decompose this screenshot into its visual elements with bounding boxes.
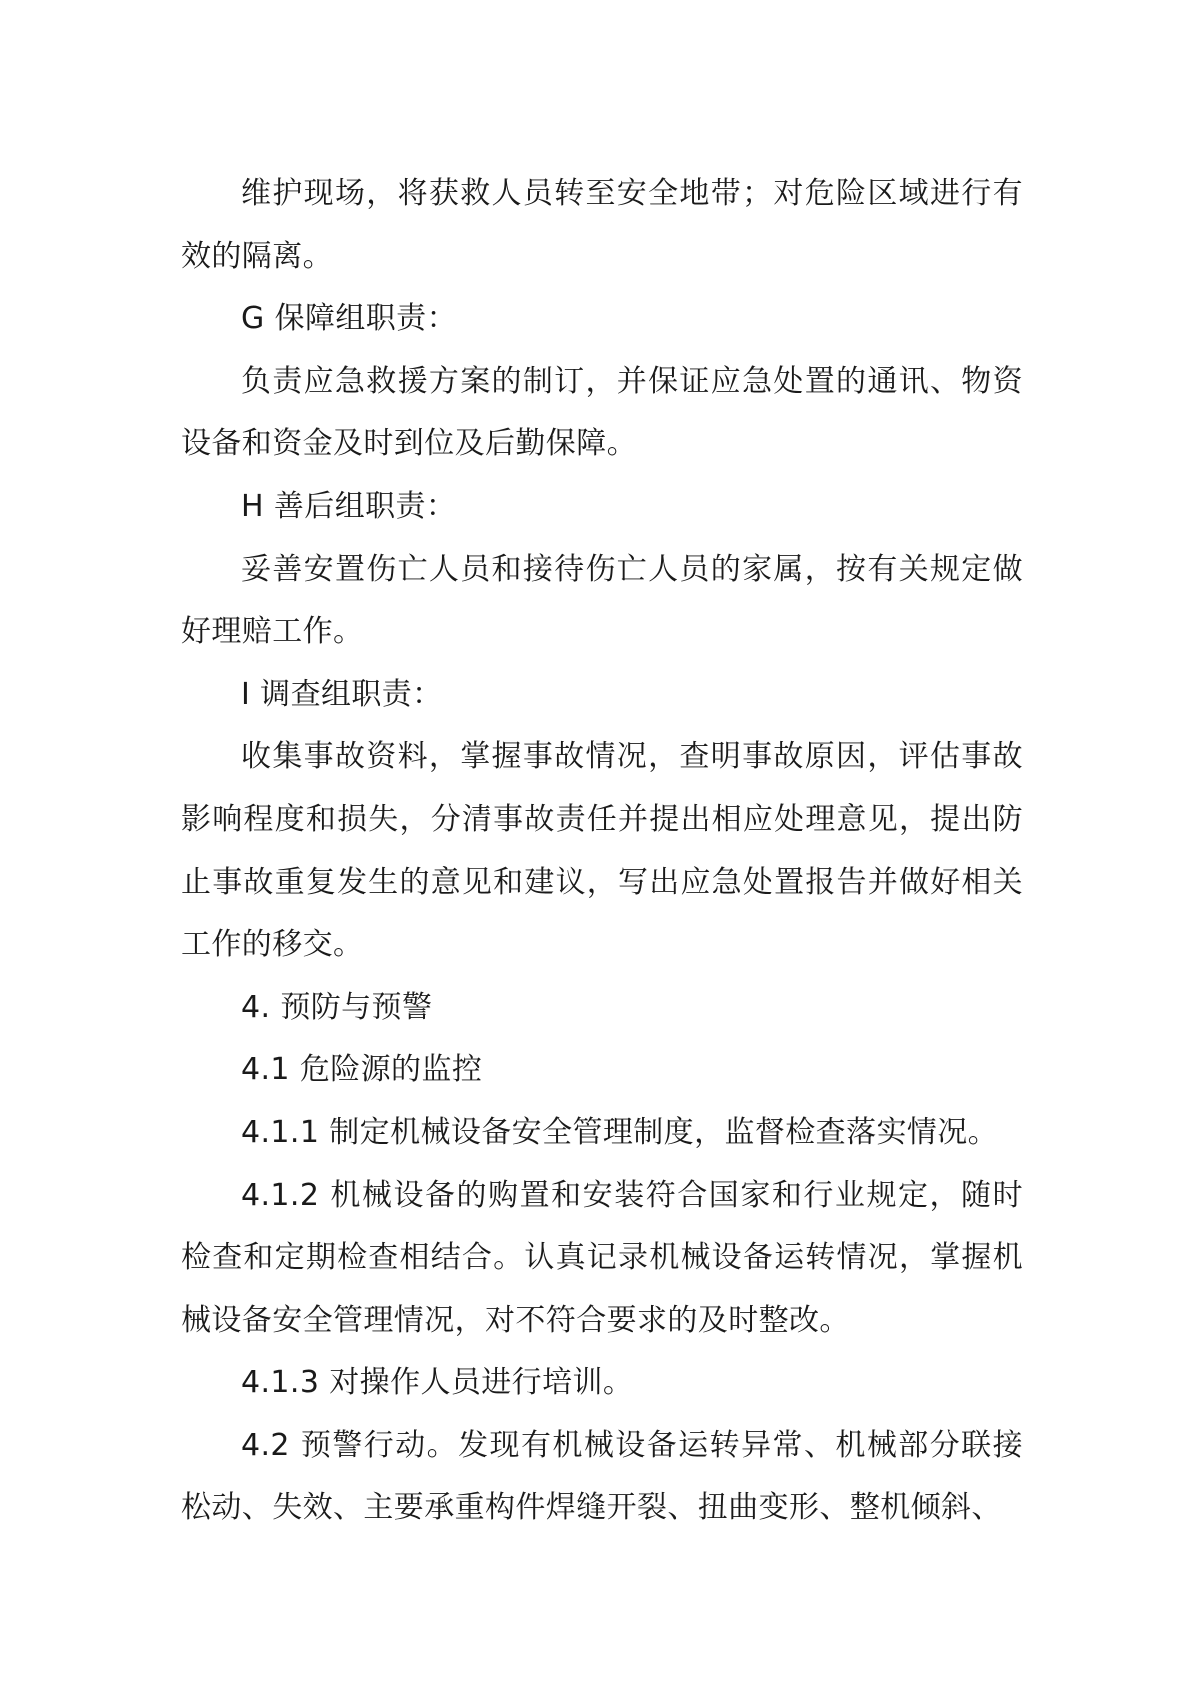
- paragraph-site-maintenance: 维护现场，将获救人员转至安全地带；对危险区域进行有效的隔离。: [181, 176, 1023, 274]
- heading-g-support-group: G 保障组职责：: [241, 301, 457, 337]
- paragraph-support-duties: 负责应急救援方案的制订，并保证应急处置的通讯、物资设备和资金及时到位及后勤保障。: [181, 363, 1023, 462]
- section-heading-4: 4. 预防与预警: [241, 989, 433, 1025]
- document-body: [181, 163, 1023, 1540]
- heading-h-aftermath-group: H 善后组职责：: [241, 488, 457, 524]
- paragraph-aftermath-duties: 妥善安置伤亡人员和接待伤亡人员的家属，按有关规定做好理赔工作。: [181, 551, 1023, 650]
- paragraph-4-2: 4.2 预警行动。发现有机械设备运转异常、机械部分联接松动、失效、主要承重构件焊缝开裂、扭曲变形、整机倾斜、: [181, 1427, 1023, 1526]
- paragraph-4-1-2: 4.1.2 机械设备的购置和安装符合国家和行业规定，随时检查和定期检查相结合。认真记录机械设备运转情况，掌握机械设备安全管理情况，对不符合要求的及时整改。: [181, 1177, 1023, 1338]
- heading-i-investigation-group: I 调查组职责：: [241, 676, 443, 712]
- section-heading-4-1: 4.1 危险源的监控: [241, 1052, 483, 1088]
- paragraph-4-1-1: 4.1.1 制定机械设备安全管理制度，监督检查落实情况。: [241, 1114, 999, 1150]
- paragraph-investigation-duties: 收集事故资料，掌握事故情况，查明事故原因，评估事故影响程度和损失，分清事故责任并提出相应处理意见，提出防止事故重复发生的意见和建议，写出应急处置报告并做好相关工作的移交。: [181, 739, 1023, 963]
- paragraph-4-1-3: 4.1.3 对操作人员进行培训。: [241, 1365, 634, 1401]
